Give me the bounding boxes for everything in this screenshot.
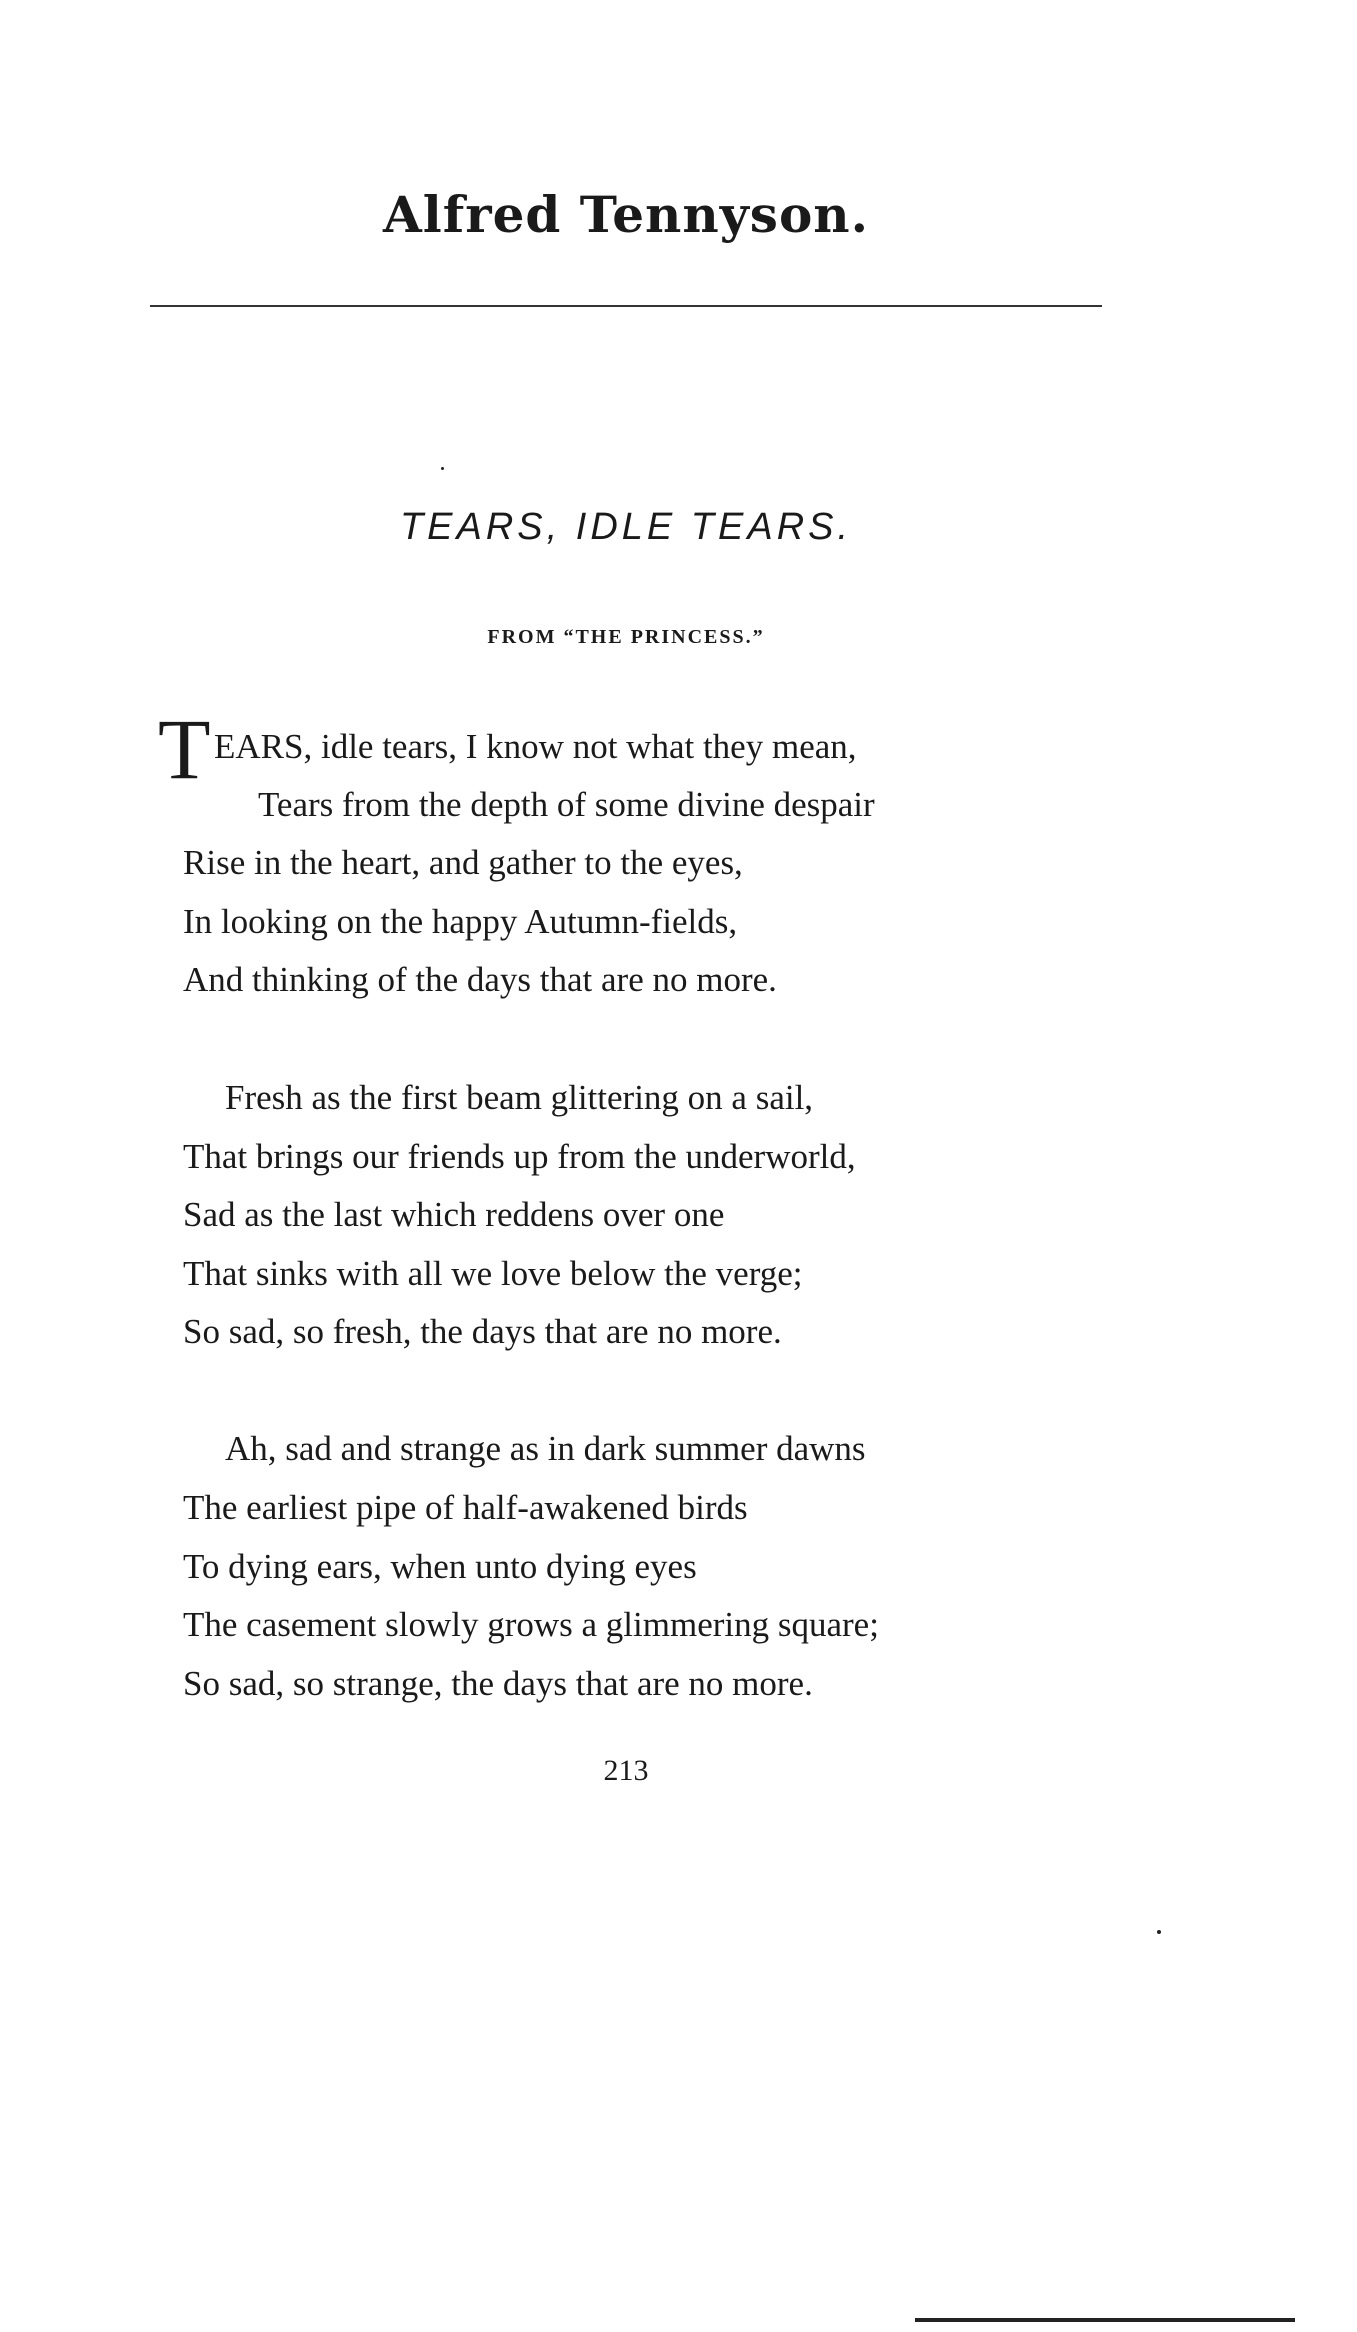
poem-line: So sad, so fresh, the days that are no more. (183, 1312, 782, 1351)
drop-cap: T (158, 701, 211, 797)
poem-line: That sinks with all we love below the verge; (183, 1254, 803, 1293)
poem-title: TEARS, IDLE TEARS. (399, 506, 853, 548)
poem-line: In looking on the happy Autumn-fields, (183, 902, 738, 941)
poem-line: To dying ears, when unto dying eyes (183, 1547, 697, 1586)
poem-line: And thinking of the days that are no more. (183, 960, 777, 999)
page-number: 213 (603, 1754, 649, 1787)
poem-line: So sad, so strange, the days that are no more. (183, 1664, 813, 1703)
poem-line: That brings our friends up from the underworld, (183, 1137, 856, 1176)
header-rule (150, 305, 1102, 307)
poem-line: Tears from the depth of some divine despair (258, 785, 875, 824)
print-speck (1157, 1930, 1161, 1934)
poem-line-1: EARS, idle tears, I know not what they mean, (214, 727, 857, 766)
poem-line: Rise in the heart, and gather to the eyes, (183, 843, 743, 882)
running-head: Alfred Tennyson. (382, 185, 870, 244)
print-speck (441, 467, 444, 470)
footer-rule (915, 2318, 1295, 2322)
poem-line: The casement slowly grows a glimmering square; (183, 1605, 879, 1644)
poem-source: FROM “THE PRINCESS.” (487, 626, 765, 648)
poem-line: The earliest pipe of half-awakened birds (183, 1488, 748, 1527)
poem-line: Ah, sad and strange as in dark summer dawns (225, 1429, 866, 1468)
poem-line: Fresh as the first beam glittering on a sail, (225, 1078, 814, 1117)
poem-line: Sad as the last which reddens over one (183, 1195, 725, 1234)
